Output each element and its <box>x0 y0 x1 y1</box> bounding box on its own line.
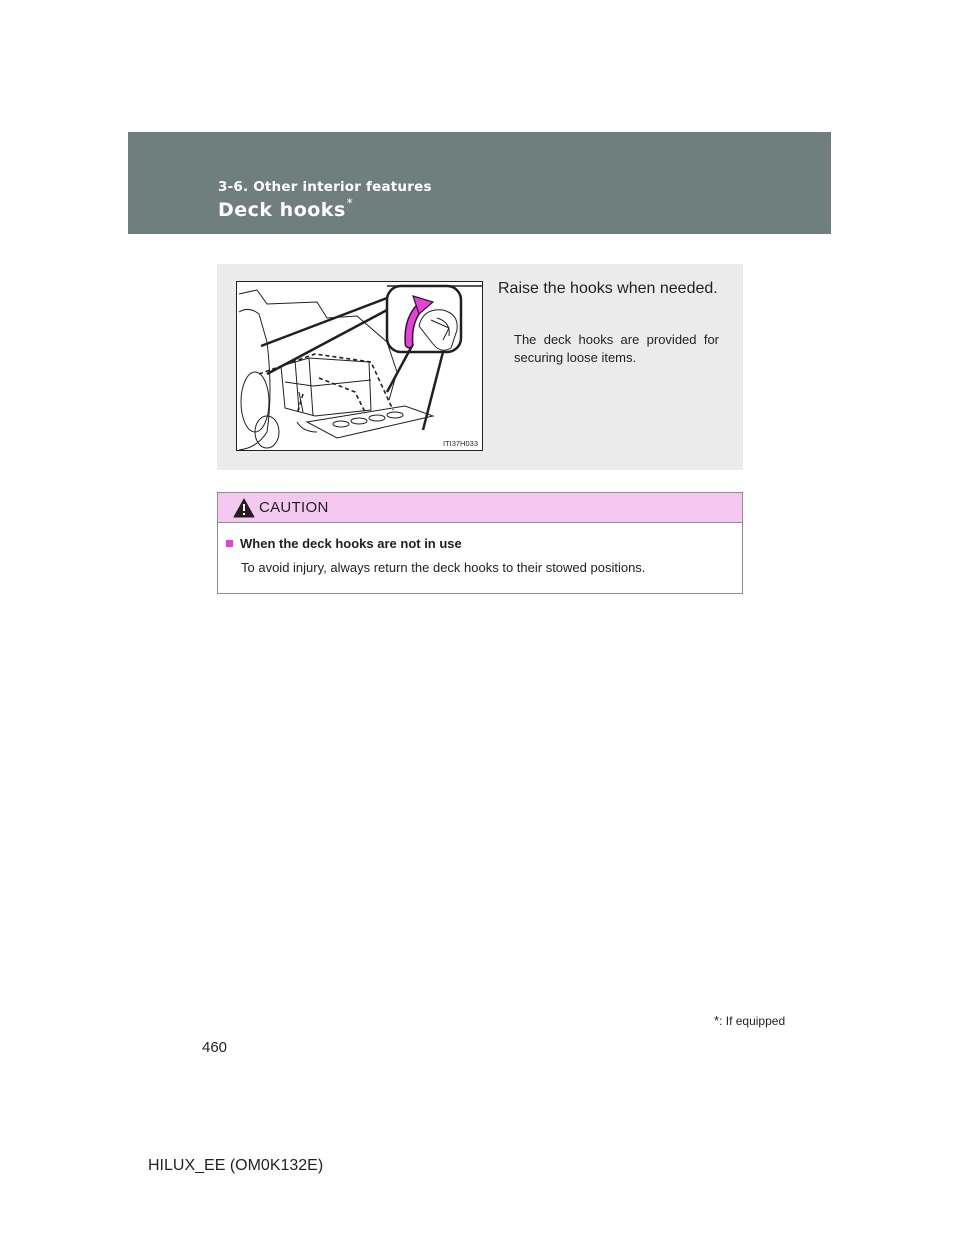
section-label: 3-6. Other interior features <box>218 179 432 195</box>
truck-bed-drawing <box>237 282 483 451</box>
instruction-step: Raise the hooks when needed. <box>498 280 718 297</box>
figure-code: ITI37H033 <box>442 439 478 448</box>
caution-subheading <box>226 536 462 551</box>
page-title <box>218 196 354 221</box>
caution-header <box>218 493 742 523</box>
caution-subheading-text: When the deck hooks are not in use <box>240 536 462 551</box>
square-bullet-icon <box>226 540 233 547</box>
page-title-text: Deck hooks <box>218 199 346 221</box>
page-number: 460 <box>202 1039 228 1056</box>
warning-triangle-icon <box>233 498 255 518</box>
footnote <box>714 1013 785 1028</box>
if-equipped-marker: * <box>346 196 354 210</box>
footnote-text: : If equipped <box>719 1014 786 1028</box>
deck-hook-illustration <box>236 281 483 451</box>
instruction-note: The deck hooks are provided for securing loose items. <box>514 332 719 365</box>
caution-title: CAUTION <box>259 499 329 516</box>
document-id: HILUX_EE (OM0K132E) <box>148 1157 324 1174</box>
footnote-marker: * <box>714 1013 720 1028</box>
caution-text: To avoid injury, always return the deck hooks to their stowed positions. <box>241 560 646 575</box>
caution-box <box>217 492 743 594</box>
